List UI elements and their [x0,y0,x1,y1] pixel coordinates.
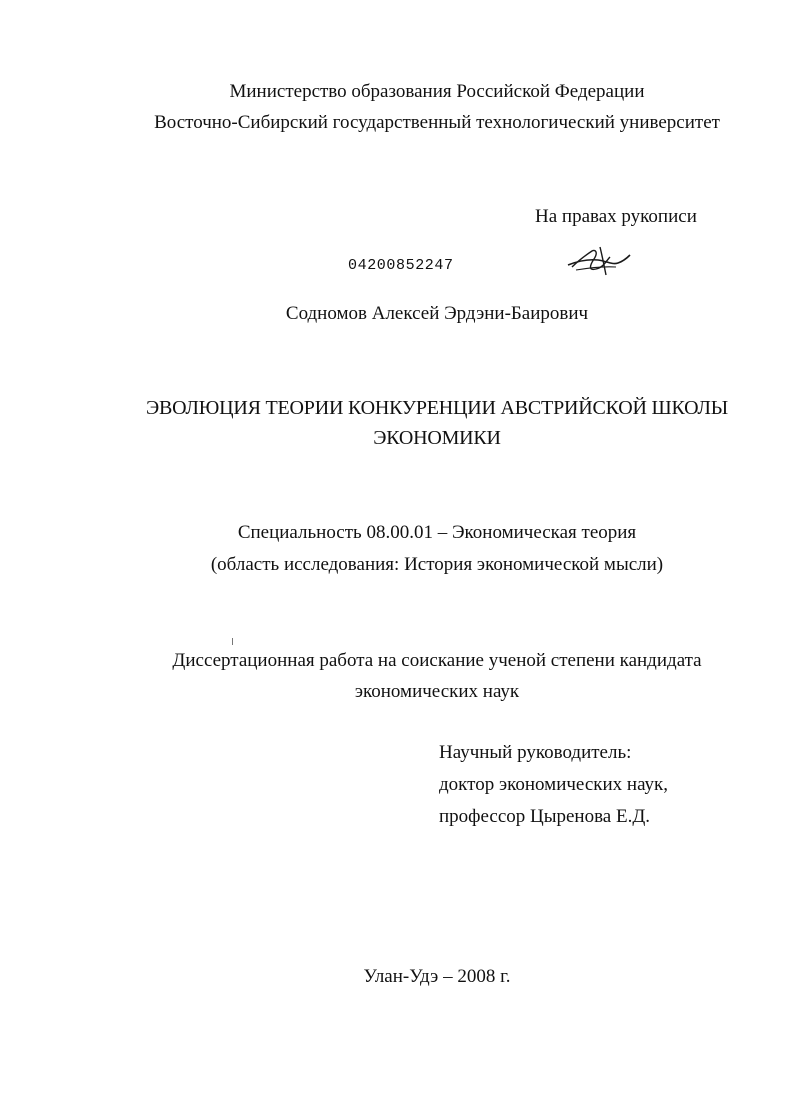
city-year: Улан-Удэ – 2008 г. [363,966,511,987]
scan-mark [232,638,233,645]
dissertation-title-line-1: ЭВОЛЮЦИЯ ТЕОРИИ КОНКУРЕНЦИИ АВСТРИЙСКОЙ ШКОЛЫ [145,397,729,419]
supervisor-name: профессор Цыренова Е.Д. [439,806,651,827]
catalog-number: 04200852247 [348,257,454,274]
signature-image [566,243,632,279]
supervisor-degree: доктор экономических наук, [439,774,669,795]
author-name: Содномов Алексей Эрдэни-Баирович [285,303,589,324]
degree-line-1: Диссертационная работа на соискание ученой степени кандидата [172,650,702,671]
specialty-line: Специальность 08.00.01 – Экономическая теория [237,522,637,543]
ministry-line: Министерство образования Российской Федерации [229,81,645,102]
university-line: Восточно-Сибирский государственный технологический университет [154,112,720,133]
degree-line-2: экономических наук [354,681,520,702]
research-area-line: (область исследования: История экономической мысли) [210,554,664,575]
dissertation-title-line-2: ЭКОНОМИКИ [373,427,501,449]
manuscript-note: На правах рукописи [535,206,697,227]
supervisor-label: Научный руководитель: [439,742,632,763]
